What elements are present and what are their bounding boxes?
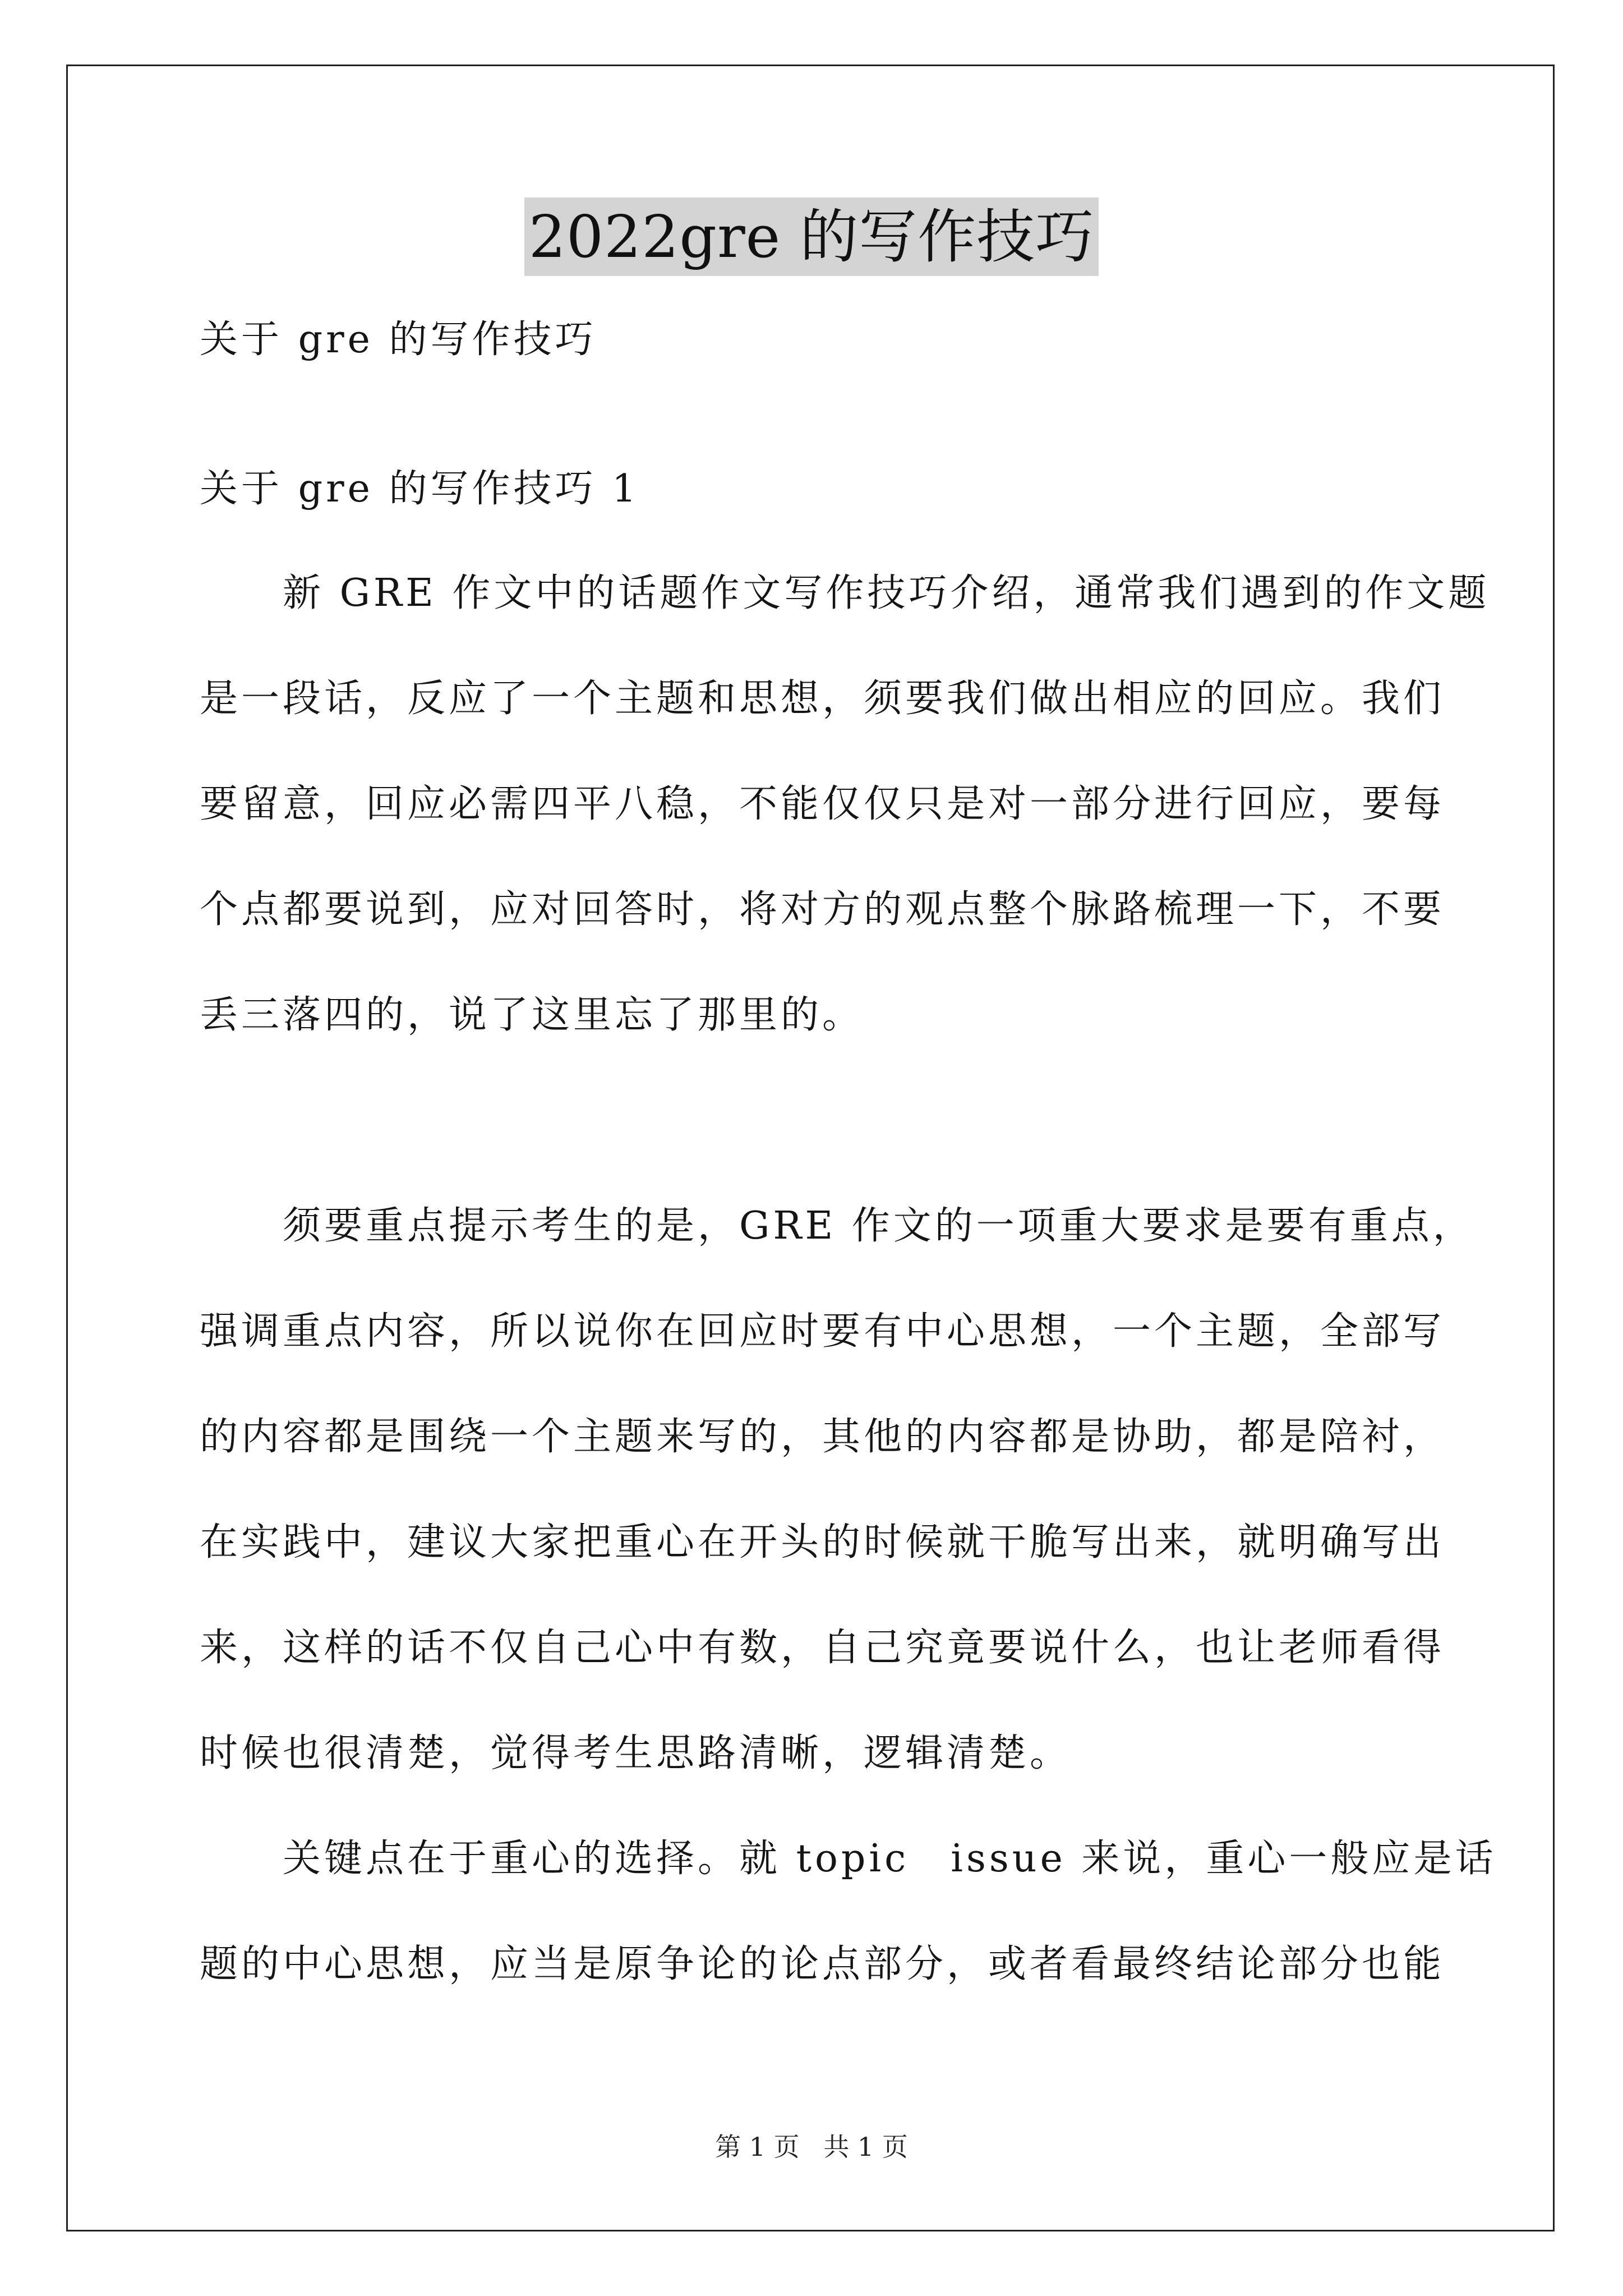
paragraph-line: 强调重点内容，所以说你在回应时要有中心思想，一个主题，全部写	[200, 1309, 1445, 1354]
paragraph-line: 在实践中，建议大家把重心在开头的时候就干脆写出来，就明确写出	[200, 1520, 1445, 1565]
subheading: 关于 gre 的写作技巧	[200, 318, 597, 362]
title-container	[0, 197, 1623, 276]
paragraph-line: 要留意，回应必需四平八稳，不能仅仅只是对一部分进行回应，要每	[200, 782, 1445, 826]
paragraph-line: 题的中心思想，应当是原争论的论点部分，或者看最终结论部分也能	[200, 1942, 1445, 1986]
paragraph-line: 丢三落四的，说了这里忘了那里的。	[200, 993, 864, 1037]
paragraph-line: 是一段话，反应了一个主题和思想，须要我们做出相应的回应。我们	[200, 677, 1445, 721]
document-title: 2022gre 的写作技巧	[524, 197, 1099, 276]
subheading: 关于 gre 的写作技巧 1	[200, 467, 640, 511]
paragraph-line: 时候也很清楚，觉得考生思路清晰，逻辑清楚。	[200, 1731, 1072, 1775]
page-number-current: 第 1 页	[715, 2132, 800, 2162]
page-number-total: 共 1 页	[823, 2132, 908, 2162]
paragraph-line: 个点都要说到，应对回答时，将对方的观点整个脉路梳理一下，不要	[200, 887, 1445, 932]
paragraph-line: 新 GRE 作文中的话题作文写作技巧介绍，通常我们遇到的作文题	[200, 571, 1490, 615]
paragraph-line: 的内容都是围绕一个主题来写的，其他的内容都是协助，都是陪衬，	[200, 1415, 1445, 1459]
page-footer	[0, 2130, 1623, 2164]
paragraph-line: 关键点在于重心的选择。就 topic issue 来说，重心一般应是话	[200, 1837, 1497, 1881]
paragraph-line: 来，这样的话不仅自己心中有数，自己究竟要说什么，也让老师看得	[200, 1626, 1445, 1670]
page-border	[66, 65, 1555, 2231]
paragraph-line: 须要重点提示考生的是，GRE 作文的一项重大要求是要有重点，	[200, 1204, 1474, 1248]
